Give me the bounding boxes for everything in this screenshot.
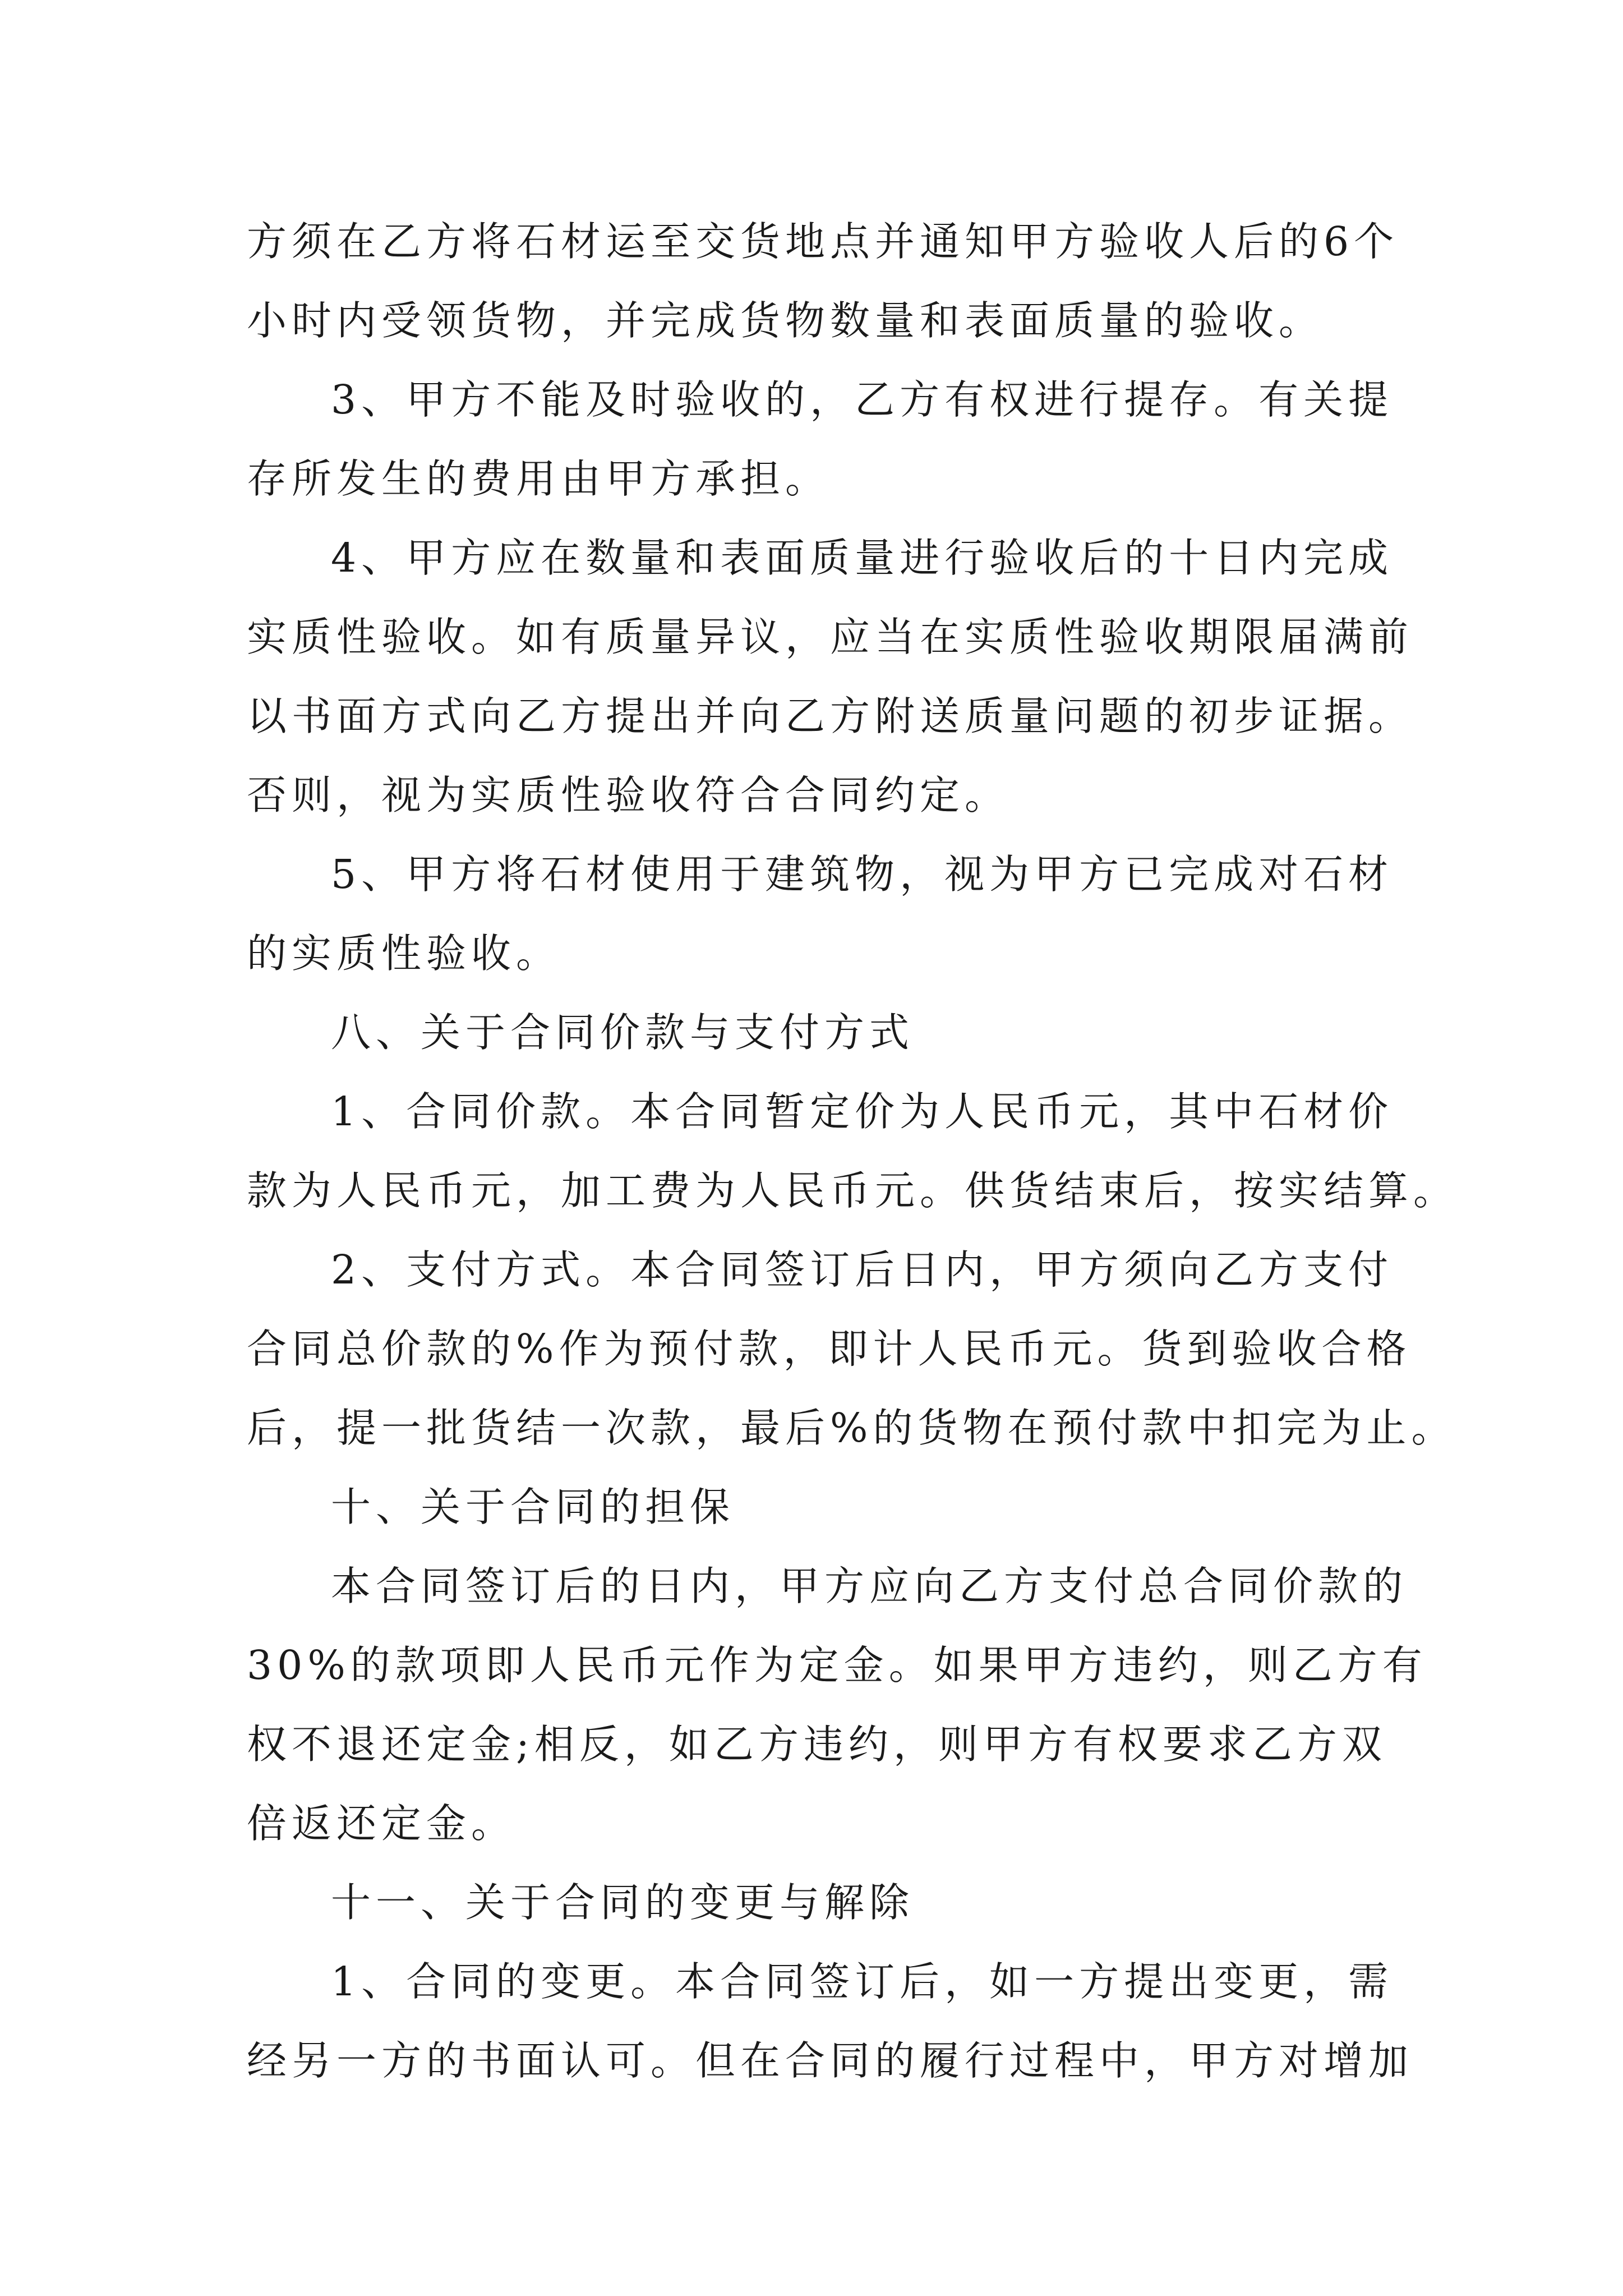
text-line: 否则，视为实质性验收符合合同约定。	[247, 772, 1010, 818]
text-line: 3、甲方不能及时验收的，乙方有权进行提存。有关提	[331, 376, 1394, 423]
section-heading: 十一、关于合同的变更与解除	[331, 1879, 915, 1926]
text-line: 1、合同价款。本合同暂定价为人民币元，其中石材价	[331, 1088, 1394, 1135]
text-line: 经另一方的书面认可。但在合同的履行过程中，甲方对增加	[247, 2037, 1414, 2084]
text-line: 的实质性验收。	[247, 930, 561, 977]
text-line: 4、甲方应在数量和表面质量进行验收后的十日内完成	[331, 535, 1394, 581]
text-line: 方须在乙方将石材运至交货地点并通知甲方验收人后的6个	[247, 218, 1399, 265]
text-line: 倍返还定金。	[247, 1800, 517, 1847]
text-line: 本合同签订后的日内，甲方应向乙方支付总合同价款的	[331, 1563, 1408, 1609]
text-line: 实质性验收。如有质量异议，应当在实质性验收期限届满前	[247, 614, 1414, 660]
text-line: 后，提一批货结一次款，最后%的货物在预付款中扣完为止。	[247, 1405, 1456, 1451]
text-line: 30%的款项即人民币元作为定金。如果甲方违约，则乙方有	[247, 1642, 1427, 1688]
section-heading: 十、关于合同的担保	[331, 1484, 735, 1530]
text-line: 小时内受领货物，并完成货物数量和表面质量的验收。	[247, 297, 1324, 344]
text-line: 款为人民币元，加工费为人民币元。供货结束后，按实结算。	[247, 1167, 1459, 1214]
text-line: 存所发生的费用由甲方承担。	[247, 455, 831, 502]
contract-body-text	[247, 202, 1459, 2100]
text-line: 权不退还定金;相反，如乙方违约，则甲方有权要求乙方双	[247, 1721, 1387, 1768]
text-line: 5、甲方将石材使用于建筑物，视为甲方已完成对石材	[331, 851, 1394, 898]
text-line: 1、合同的变更。本合同签订后，如一方提出变更，需	[331, 1958, 1394, 2005]
text-line: 以书面方式向乙方提出并向乙方附送质量问题的初步证据。	[247, 693, 1414, 739]
text-line: 2、支付方式。本合同签订后日内，甲方须向乙方支付	[331, 1246, 1394, 1293]
section-heading: 八、关于合同价款与支付方式	[331, 1009, 915, 1056]
text-line: 合同总价款的%作为预付款，即计人民币元。货到验收合格	[247, 1326, 1412, 1372]
